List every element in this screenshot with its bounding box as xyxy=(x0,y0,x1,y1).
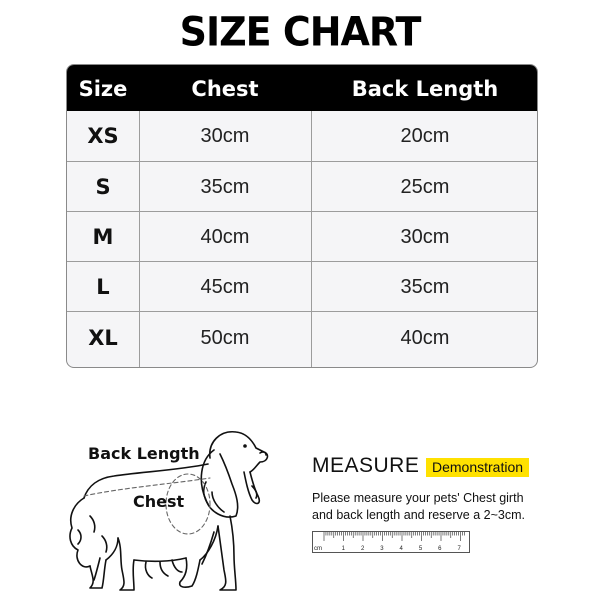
cell-back-length: 20cm xyxy=(400,125,450,147)
cell-back-length: 40cm xyxy=(400,327,450,349)
instructions-line: and back length and reserve a 2~3cm. xyxy=(312,508,525,522)
demonstration-badge: Demonstration xyxy=(426,458,529,477)
ruler-number: 7 xyxy=(457,546,461,552)
table-header xyxy=(67,65,537,111)
cell-size: XL xyxy=(88,326,118,350)
measure-instructions xyxy=(312,490,562,524)
cell-size: XS xyxy=(87,124,119,148)
measure-title: MEASURE xyxy=(312,454,420,477)
cell-chest: 50cm xyxy=(200,327,250,349)
cell-back-length: 35cm xyxy=(400,276,450,298)
row-divider xyxy=(67,311,537,312)
table-row xyxy=(67,262,537,312)
ruler-icon xyxy=(312,531,470,553)
ruler-number: 3 xyxy=(380,546,384,552)
size-table xyxy=(66,64,538,368)
header-chest: Chest xyxy=(191,77,259,101)
table-row xyxy=(67,162,537,212)
header-size: Size xyxy=(78,77,128,101)
table-row xyxy=(67,313,537,363)
table-row xyxy=(67,111,537,161)
cell-size: M xyxy=(92,225,114,249)
ruler-number: 1 xyxy=(341,546,345,552)
page-title: SIZE CHART xyxy=(179,8,421,56)
column-divider xyxy=(311,111,312,367)
back-length-label: Back Length xyxy=(88,444,200,463)
header-back-length: Back Length xyxy=(351,77,499,101)
chest-label: Chest xyxy=(133,492,185,511)
ruler-number: 4 xyxy=(399,546,403,552)
cell-size: S xyxy=(95,175,111,199)
ruler-unit: cm xyxy=(314,546,322,552)
instructions-line: Please measure your pets' Chest girth xyxy=(312,491,524,505)
cell-chest: 45cm xyxy=(200,276,250,298)
ruler-number: 5 xyxy=(418,546,423,552)
table-row xyxy=(67,212,537,262)
cell-back-length: 25cm xyxy=(400,176,450,198)
cell-size: L xyxy=(96,275,110,299)
cell-back-length: 30cm xyxy=(400,226,450,248)
cell-chest: 30cm xyxy=(200,125,250,147)
column-divider xyxy=(139,111,140,367)
ruler-number: 6 xyxy=(438,546,442,552)
cell-chest: 40cm xyxy=(200,226,250,248)
cell-chest: 35cm xyxy=(200,176,250,198)
ruler-number: 2 xyxy=(360,546,365,552)
